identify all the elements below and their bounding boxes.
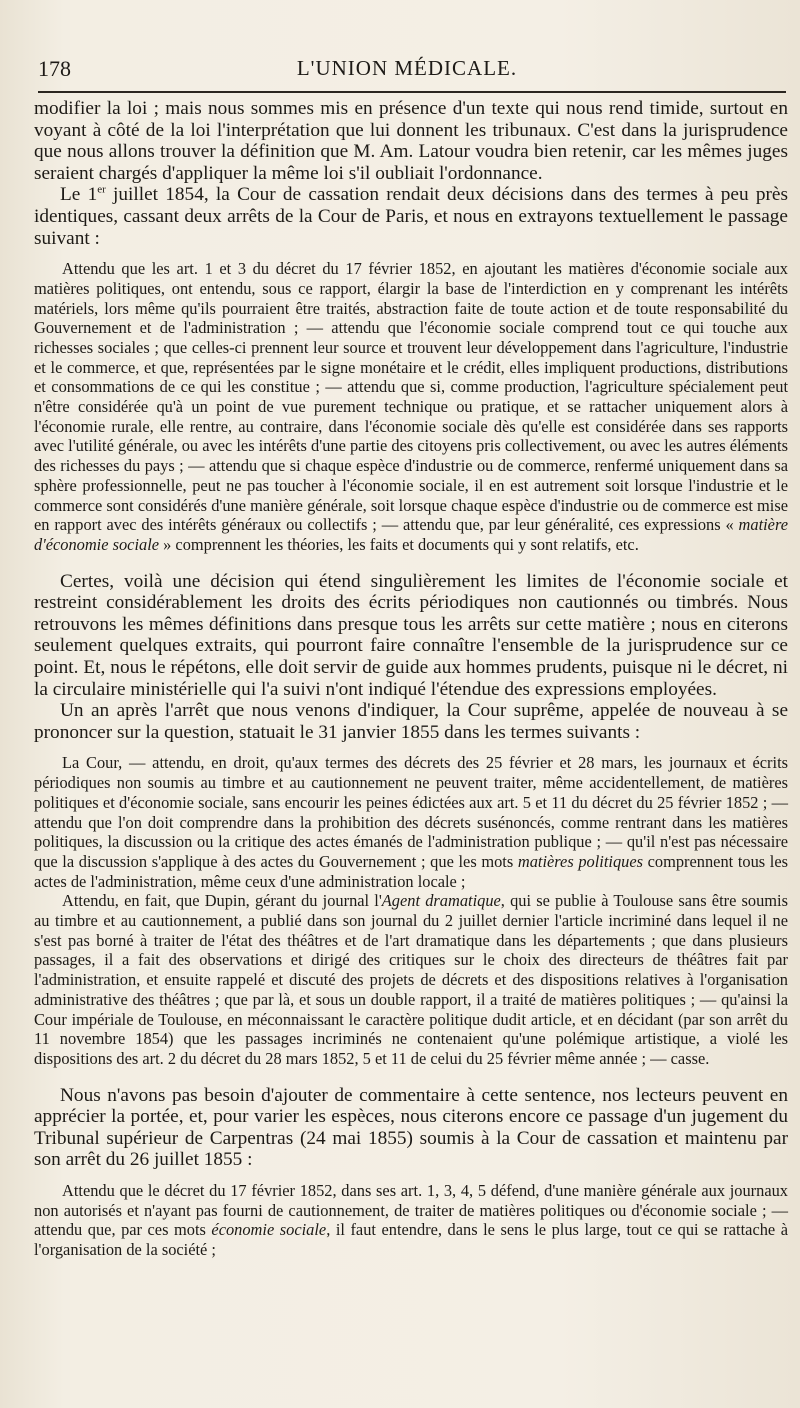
paragraph-cassation-1854: [34, 184, 788, 249]
quotation-text: Attendu que les art. 1 et 3 du décret du 17 février 1852, en ajoutant les matières d'économie sociale aux matières politiques, ont entendu, sous ce rapport, élargir la base de l'interdiction en y comprenant les intérêts matériels, lors même qu'ils pourraient être traités, abstraction faite de toute action et de toute responsabilité du Gouvernement et de l'administration ; — attendu que l'économie sociale comprend tout ce qui touche aux richesses sociales ; que celles-ci prennent leur source et trouvent leur développement dans l'agriculture, l'industrie et le commerce, et que, représentées par le signe monétaire et le crédit, elles impliquent productions, distributions et consommations de ce qui les constitue ; — attendu que si, comme production, l'agriculture spécialement peut n'être considérée qu'à un point de vue purement technique ou pratique, et se rattacher uniquement alors à l'économie rurale, elle rentre, au contraire, dans l'économie sociale dès qu'elle est considérée dans ses rapports avec l'utilité générale, ou avec les intérêts d'une partie des citoyens pris collectivement, ou avec les autres éléments des richesses du pays ; — attendu que si chaque espèce d'industrie ou de commerce, renfermé uniquement dans sa sphère professionnelle, peut ne pas toucher à l'économie sociale, il en est autrement soit lorsque l'industrie et le commerce sont considérés d'une manière générale, soit lorsque chaque espèce d'industrie ou de commerce est mise en rapport avec des intérêts généraux ou collectifs ; — attendu que, par leur généralité, ces expressions «: [34, 259, 788, 535]
quotation-text: , qui se publie à Toulouse sans être soumis au timbre et au cautionnement, a publié dans son journal du 2 juillet dernier l'article incriminé dans lequel il ne s'est pas borné à traiter de l'état des théâtres et de l'art dramatique dans les départements ; que dans plusieurs passages, il a fait des observations et dirigé des critiques sur le choix des directeurs de théâtres fait par l'administration, et ensuite rappelé et discuté des projets de décrets et des dispositions relatives à l'organisation administrative des théâtres ; que par là, et sous un double rapport, il a traité de matières politiques ; — qu'ainsi la Cour impériale de Toulouse, en méconnaissant le caractère politique dudit article, et en décidant (par son arrêt du 11 novembre 1854) que les passages incriminés ne contenaient qu'une polémique artistique, a violé les dispositions des art. 2 du décret du 28 mars 1852, 5 et 11 de celui du 25 février même année ; — casse.: [34, 891, 788, 1068]
quotation-text: comprennent tous les actes de l'administration, même ceux d'une administration locale ;: [34, 851, 789, 891]
paragraph-continuation: modifier la loi ; mais nous sommes mis en présence d'un texte qui nous rend timide, surtout en voyant à côté de la loi l'interprétation que lui donnent les tribunaux. C'est dans la jurisprudence que nous allons trouver la définition que M. Am. Latour voudra bien retenir, car les mêmes juges seraient chargés d'appliquer la même loi s'il oubliait l'ordonnance.: [34, 98, 788, 184]
page-header: [38, 56, 776, 92]
running-title: L'UNION MÉDICALE.: [296, 56, 518, 80]
quotation-dupin: [34, 891, 788, 1068]
paragraph-commentary: Certes, voilà une décision qui étend singulièrement les limites de l'économie sociale et restreint considérablement les droits des écrits périodiques non cautionnés ou timbrés. Nous retrouvons les mêmes définitions dans presque tous les arrêts sur cette matière ; nous en citerons seulement quelques extraits, qui pourront faire connaître l'ensemble de la jurisprudence sur ce point. Et, nous le répétons, elle doit servir de guide aux hommes prudents, puisque ni le décret, ni la circulaire ministérielle qui l'a suivi n'ont indiqué l'étendue des expressions employées.: [34, 570, 788, 700]
quotation-text: Attendu, en fait, que Dupin, gérant du journal l': [62, 891, 382, 911]
quotation-italic: Agent dramatique: [381, 891, 501, 911]
quotation-la-cour: [34, 753, 788, 891]
quotation-italic: économie sociale: [211, 1220, 327, 1240]
header-rule: [38, 91, 786, 93]
page-number: 178: [38, 56, 71, 81]
quotation-text: Attendu que le décret du 17 février 1852, dans ses art. 1, 3, 4, 5 défend, d'une manière générale aux journaux non autorisés et n'ayant pas fourni de cautionnement, de traiter de matières politiques ou d'économie sociale ; — attendu que, par ces mots: [34, 1181, 788, 1240]
quotation-text: » comprennent les théories, les faits et documents qui y sont relatifs, etc.: [159, 535, 639, 554]
quotation-text: , il faut entendre, dans le sens le plus large, tout ce qui se rattache à l'organisation de la société ;: [34, 1220, 788, 1260]
paragraph-carpentras: Nous n'avons pas besoin d'ajouter de commentaire à cette sentence, nos lecteurs peuvent en apprécier la portée, et, pour varier les espèces, nous citerons encore ce passage d'un jugement du Tribunal supérieur de Carpentras (24 mai 1855) soumis à la Cour de cassation et maintenu par son arrêt du 26 juillet 1855 :: [34, 1084, 788, 1171]
paragraph-text: juillet 1854, la Cour de cassation rendait deux décisions dans des termes à peu près identiques, cassant deux arrêts de la Cour de Paris, et nous en extrayons textuellement le passage suivant :: [34, 184, 788, 249]
quotation-italic: matière d'économie sociale: [34, 515, 788, 554]
paragraph-cour-supreme-1855: Un an après l'arrêt que nous venons d'indiquer, la Cour suprême, appelée de nouveau à se prononcer sur la question, statuait le 31 janvier 1855 dans les termes suivants :: [34, 700, 788, 743]
paragraph-text: Le 1: [60, 184, 98, 206]
quotation-arret-1854: [34, 259, 788, 555]
quotation-italic: matières politiques: [517, 851, 643, 871]
quotation-text: La Cour, — attendu, en droit, qu'aux termes des décrets des 25 février et 28 mars, les journaux et écrits périodiques non soumis au timbre et au cautionnement ne peuvent traiter, même accidentellement, de matières politiques et d'économie sociale, sans encourir les peines édictées aux art. 5 et 11 du décret du 25 février 1852 ; — attendu que l'on doit comprendre dans la prohibition des décrets susénoncés, comme rentrant dans les matières politiques, la discussion ou la critique des actes émanés de l'administration publique ; — qu'il n'est pas nécessaire que la discussion s'applique à des actes du Gouvernement ; que les mots: [34, 753, 788, 871]
quotation-carpentras: [34, 1181, 788, 1260]
ordinal-superscript: er: [97, 183, 106, 196]
article-body: [34, 98, 788, 1260]
